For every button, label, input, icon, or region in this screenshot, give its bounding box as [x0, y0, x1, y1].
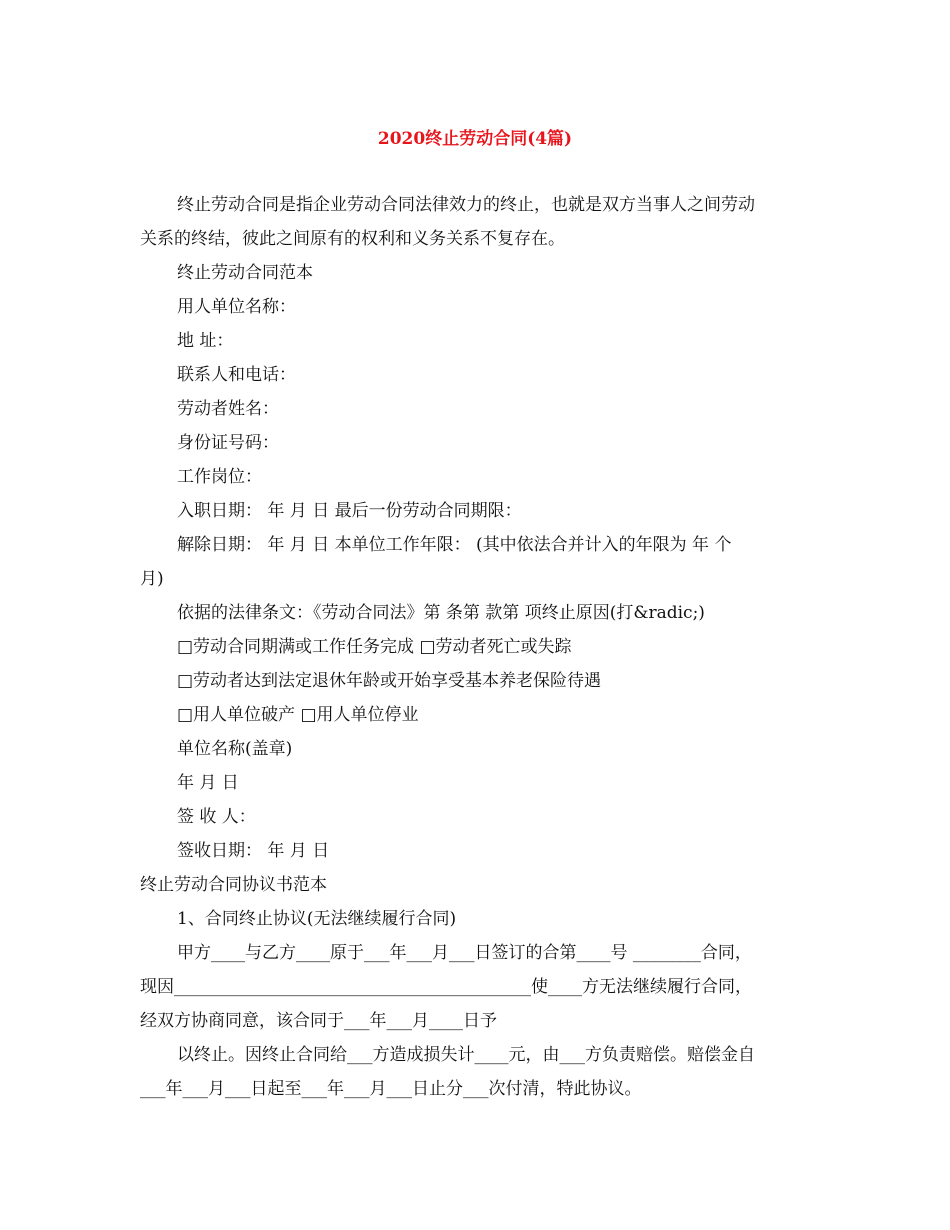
paragraph-line: 经双方协商同意，该合同于___年___月____日予: [140, 1011, 497, 1031]
form-field-label: 解除日期： 年 月 日 本单位工作年限： (其中依法合并计入的年限为 年 个: [177, 535, 732, 555]
form-field-label: 劳动者姓名：: [177, 399, 279, 419]
form-field-label: 地 址：: [177, 331, 234, 351]
form-field-label: 签收日期： 年 月 日: [177, 841, 330, 861]
form-field-label: 工作岗位：: [177, 467, 262, 487]
form-field-label: 身份证号码：: [177, 433, 279, 453]
paragraph-line: 依据的法律条文：《劳动合同法》第 条第 款第 项终止原因(打&radic;): [177, 603, 705, 623]
paragraph-line: 月): [140, 569, 164, 589]
form-field-label: 签 收 人：: [177, 807, 256, 827]
document-title: 2020终止劳动合同(4篇): [377, 129, 573, 149]
form-field-label: 联系人和电话：: [177, 365, 296, 385]
paragraph-line: 甲方____与乙方____原于___年___月___日签订的合第____号 ________合同，: [177, 943, 752, 963]
form-field-label: 用人单位名称：: [177, 297, 296, 317]
checkbox-option-line: □用人单位破产 □用人单位停业: [177, 705, 419, 725]
paragraph-line: ___年___月___日起至___年___月___日止分___次付清，特此协议。: [140, 1079, 642, 1099]
checkbox-option-line: □劳动者达到法定退休年龄或开始享受基本养老保险待遇: [177, 671, 602, 691]
form-field-label: 入职日期： 年 月 日 最后一份劳动合同期限：: [177, 501, 522, 521]
subsection-heading: 1、合同终止协议(无法继续履行合同): [177, 909, 457, 929]
form-field-label: 年 月 日: [177, 773, 239, 793]
checkbox-option-line: □劳动合同期满或工作任务完成 □劳动者死亡或失踪: [177, 637, 572, 657]
paragraph-line: 以终止。因终止合同给___方造成损失计____元，由___方负责赔偿。赔偿金自: [177, 1045, 755, 1065]
section-heading: 终止劳动合同协议书范本: [140, 875, 327, 895]
paragraph-line: 终止劳动合同是指企业劳动合同法律效力的终止，也就是双方当事人之间劳动: [177, 195, 755, 215]
paragraph-line: 现因__________________________________________使____方无法继续履行合同，: [140, 977, 752, 997]
paragraph-line: 关系的终结，彼此之间原有的权利和义务关系不复存在。: [140, 229, 565, 249]
form-field-label: 单位名称(盖章): [177, 739, 293, 759]
section-heading: 终止劳动合同范本: [177, 263, 313, 283]
